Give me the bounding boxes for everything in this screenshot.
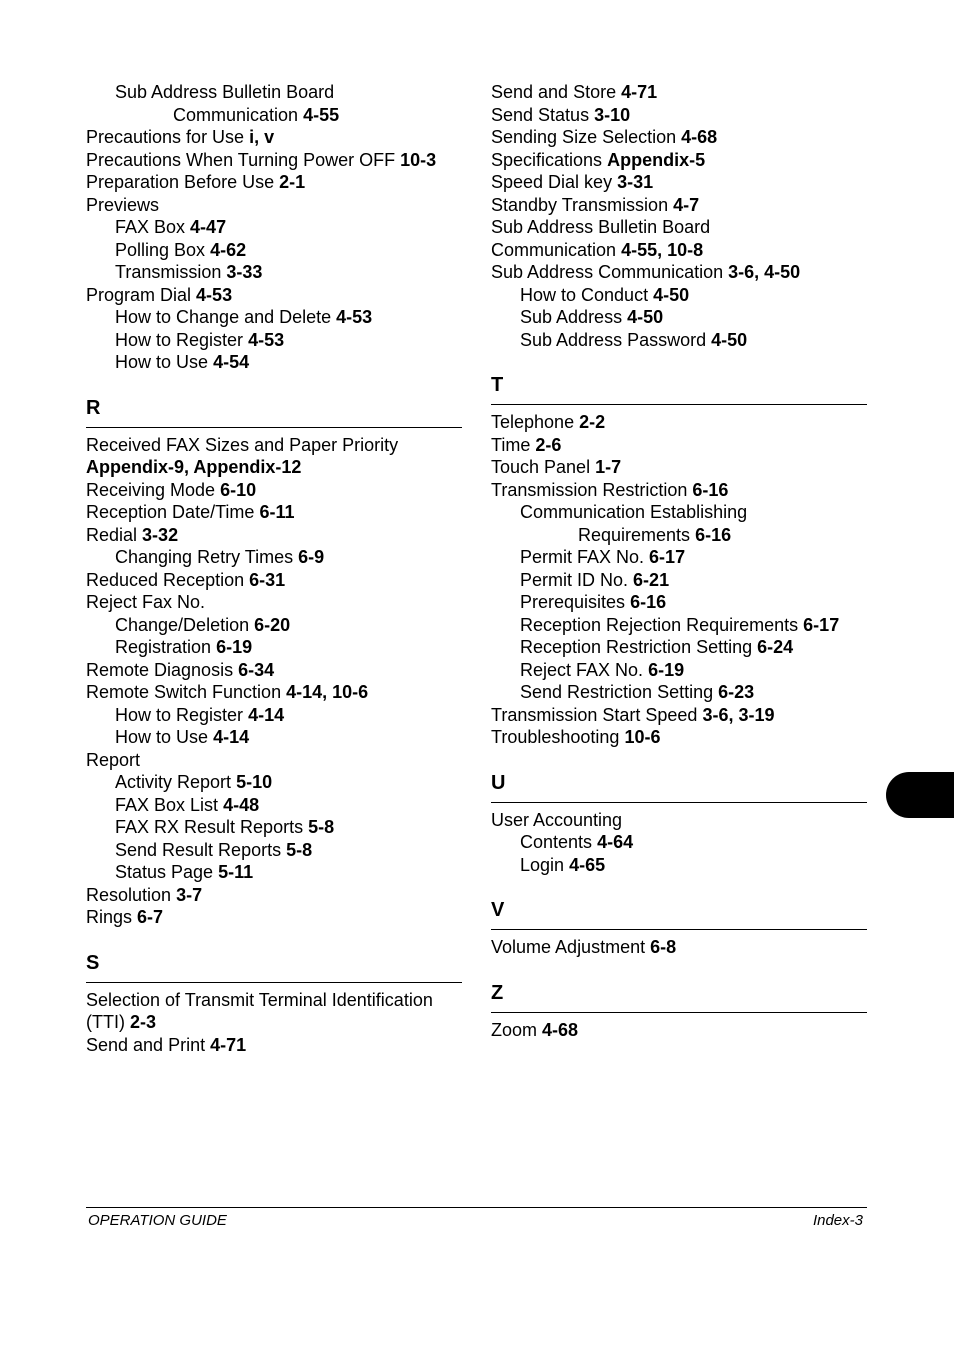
index-entry-page-ref: 4-55, 10-8 [621, 239, 704, 260]
index-entry [86, 794, 462, 817]
section-divider [491, 404, 867, 405]
index-entry-term: (TTI) [86, 1012, 125, 1032]
index-entry-page-ref: 3-32 [142, 524, 179, 545]
index-entry-page-ref: 6-10 [220, 479, 257, 500]
index-entry [86, 126, 462, 149]
index-entry-page-ref: 3-7 [176, 884, 203, 905]
index-entry-term: Selection of Transmit Terminal Identification [86, 989, 433, 1010]
index-entry-term: Send and Print [86, 1034, 206, 1055]
index-entry-page-ref: 6-24 [757, 637, 794, 657]
index-entry-term: Reception Restriction Setting [520, 637, 753, 657]
index-entry-page-ref: 3-31 [617, 172, 654, 192]
index-entry-term: Sub Address Password [520, 329, 707, 350]
index-entry-page-ref: 5-8 [286, 839, 313, 860]
index-entry-term: Change/Deletion [115, 614, 250, 635]
index-entry [86, 149, 462, 172]
index-entry-page-ref: 6-23 [718, 682, 755, 702]
index-entry [491, 636, 867, 659]
index-entry [491, 546, 867, 569]
index-entry-term: Login [520, 854, 565, 875]
index-entry-page-ref: 10-3 [400, 149, 437, 170]
index-entry-page-ref: Appendix-9, Appendix-12 [86, 457, 302, 477]
index-entry-term: Transmission [115, 262, 222, 282]
index-entry-page-ref: 4-53 [248, 329, 285, 350]
index-entry [491, 936, 867, 959]
index-entry-page-ref: 4-7 [673, 194, 700, 215]
index-entry [491, 704, 867, 727]
index-entry-page-ref: 3-10 [594, 104, 631, 125]
index-entry-term: Rings [86, 907, 133, 927]
index-section-letter: V [491, 899, 505, 921]
index-entry-page-ref: 4-68 [681, 127, 718, 147]
index-entry [86, 861, 462, 884]
index-entry-page-ref: 4-68 [542, 1019, 579, 1040]
index-entry-term: Precautions When Turning Power OFF [86, 149, 396, 170]
index-entry-page-ref: 10-6 [624, 727, 661, 747]
section-spacer [491, 876, 867, 898]
section-spacer [491, 959, 867, 981]
index-entry-page-ref: 6-8 [650, 937, 677, 957]
index-entry-page-ref: 1-7 [595, 457, 622, 477]
index-entry [491, 434, 867, 457]
index-entry-page-ref: 5-11 [218, 862, 254, 882]
index-entry [491, 149, 867, 172]
index-entry-page-ref: 6-16 [695, 524, 732, 545]
section-divider [491, 802, 867, 803]
index-entry-term: Redial [86, 524, 138, 545]
index-entry-term: User Accounting [491, 809, 623, 830]
index-entry-term: Reduced Reception [86, 569, 245, 590]
index-entry-term: Precautions for Use [86, 127, 245, 147]
index-entry-term: Transmission Start Speed [491, 704, 698, 725]
index-entry-page-ref: 5-8 [308, 817, 335, 837]
index-entry-page-ref: 4-71 [621, 82, 658, 102]
index-entry-page-ref: 6-11 [259, 502, 295, 522]
index-entry-term: Communication [173, 104, 299, 125]
index-entry-term: Reject Fax No. [86, 592, 206, 612]
index-entry [491, 104, 867, 127]
footer-divider [86, 1207, 867, 1208]
index-entry-page-ref: 4-64 [597, 832, 634, 852]
index-entry-term: How to Register [115, 329, 244, 350]
index-entry [86, 456, 462, 479]
index-entry-term: Speed Dial key [491, 172, 613, 192]
index-entry-page-ref: 4-48 [223, 794, 260, 815]
index-entry [491, 126, 867, 149]
index-entry-term: Reception Rejection Requirements [520, 614, 799, 635]
index-entry-term: How to Conduct [520, 284, 649, 305]
index-entry [491, 524, 867, 547]
index-entry [491, 831, 867, 854]
index-entry-page-ref: 4-50 [653, 284, 690, 305]
index-entry-term: Sending Size Selection [491, 127, 677, 147]
index-entry [86, 546, 462, 569]
index-entry-page-ref: 6-31 [249, 569, 286, 590]
index-entry-term: Sub Address [520, 307, 623, 327]
index-entry-term: Specifications [491, 149, 603, 170]
index-entry-term: Remote Diagnosis [86, 659, 234, 680]
index-entry-term: How to Register [115, 704, 244, 725]
index-entry-term: Reception Date/Time [86, 502, 255, 522]
footer-page-number: Index-3 [812, 1212, 863, 1229]
index-entry-term: Troubleshooting [491, 727, 620, 747]
index-entry-term: Received FAX Sizes and Paper Priority [86, 434, 399, 455]
index-entry-term: Prerequisites [520, 592, 626, 612]
index-entry [86, 351, 462, 374]
index-entry-term: FAX RX Result Reports [115, 817, 304, 837]
index-entry-term: Activity Report [115, 772, 232, 792]
index-entry-term: Time [491, 434, 531, 455]
index-entry-page-ref: 6-9 [298, 547, 325, 567]
section-spacer [491, 749, 867, 771]
index-entry-term: Sub Address Bulletin Board [491, 217, 711, 237]
index-entry [86, 194, 462, 217]
index-entry [491, 284, 867, 307]
index-entry [491, 411, 867, 434]
index-entry [86, 569, 462, 592]
index-section-letter: Z [491, 981, 504, 1004]
index-entry [86, 1011, 462, 1034]
index-entry-term: Sub Address Bulletin Board [115, 82, 335, 102]
index-entry-term: Status Page [115, 862, 214, 882]
index-entry-page-ref: 4-62 [210, 239, 247, 260]
index-entry [86, 681, 462, 704]
index-entry-term: Polling Box [115, 239, 206, 260]
index-entry [86, 1034, 462, 1057]
index-entry [491, 591, 867, 614]
index-entry [86, 636, 462, 659]
index-entry-term: Permit FAX No. [520, 547, 645, 567]
index-entry [491, 501, 867, 524]
index-entry [86, 704, 462, 727]
index-entry [491, 479, 867, 502]
index-entry [491, 569, 867, 592]
index-entry-page-ref: 4-14 [213, 727, 250, 747]
index-entry-term: Changing Retry Times [115, 547, 294, 567]
index-section-letter: T [491, 374, 504, 396]
index-entry-term: Send Result Reports [115, 839, 282, 860]
index-entry [86, 171, 462, 194]
index-entry-page-ref: 4-71 [210, 1034, 247, 1055]
index-entry [491, 329, 867, 352]
index-entry [86, 659, 462, 682]
index-entry [86, 816, 462, 839]
index-entry-term: Communication Establishing [520, 502, 748, 522]
index-section-letter: S [86, 951, 100, 974]
index-entry [86, 216, 462, 239]
index-entry [491, 854, 867, 877]
index-entry-term: Reject FAX No. [520, 659, 644, 680]
index-entry-page-ref: i, v [249, 127, 275, 147]
index-entry-term: Receiving Mode [86, 479, 216, 500]
index-section-letter: R [86, 396, 101, 419]
index-entry-page-ref: 6-16 [630, 592, 667, 612]
index-entry [491, 659, 867, 682]
index-entry-page-ref: 6-7 [137, 907, 164, 927]
index-entry-page-ref: 4-47 [190, 217, 227, 237]
index-entry [86, 839, 462, 862]
index-entry-term: Touch Panel [491, 457, 591, 477]
index-entry-term: Volume Adjustment [491, 937, 646, 957]
index-entry [86, 614, 462, 637]
index-entry-page-ref: 3-6, 3-19 [702, 704, 775, 725]
index-entry-term: Send Restriction Setting [520, 682, 714, 702]
index-entry [491, 194, 867, 217]
index-entry-page-ref: 2-1 [279, 172, 306, 192]
footer-guide-title: OPERATION GUIDE [88, 1212, 227, 1229]
section-spacer [86, 929, 462, 951]
index-entry [86, 479, 462, 502]
index-entry-page-ref: 2-6 [535, 434, 562, 455]
index-entry [491, 681, 867, 704]
index-entry-page-ref: 4-14 [248, 704, 285, 725]
index-entry-term: FAX Box [115, 217, 186, 237]
index-entry [86, 306, 462, 329]
index-entry-page-ref: 5-10 [236, 772, 273, 792]
section-spacer [491, 351, 867, 373]
index-entry-page-ref: 3-33 [226, 262, 263, 282]
index-entry-page-ref: 4-14, 10-6 [286, 682, 369, 702]
index-entry [86, 989, 462, 1012]
section-divider [491, 1012, 867, 1013]
index-entry-term: Zoom [491, 1019, 538, 1040]
section-divider [491, 929, 867, 930]
index-entry [491, 171, 867, 194]
index-entry [491, 306, 867, 329]
index-entry [86, 726, 462, 749]
index-entry-page-ref: 6-16 [692, 479, 729, 500]
index-entry [491, 614, 867, 637]
index-entry [86, 906, 462, 929]
index-entry-page-ref: Appendix-5 [607, 149, 706, 170]
index-entry-term: Program Dial [86, 284, 192, 305]
index-entry [491, 809, 867, 832]
index-entry-page-ref: 4-53 [196, 284, 233, 305]
index-entry-term: Permit ID No. [520, 569, 629, 590]
index-entry-term: FAX Box List [115, 794, 219, 815]
index-entry-page-ref: 4-65 [569, 854, 606, 875]
index-entry-term: How to Change and Delete [115, 307, 332, 327]
index-entry-term: Send Status [491, 104, 590, 125]
index-entry [86, 239, 462, 262]
index-entry [86, 749, 462, 772]
index-entry-page-ref: 2-2 [579, 412, 606, 432]
index-entry-page-ref: 4-54 [213, 352, 250, 372]
index-entry-term: Communication [491, 239, 617, 260]
index-entry-page-ref: 4-50 [627, 307, 664, 327]
index-entry-page-ref: 3-6, 4-50 [728, 262, 801, 282]
index-entry [86, 524, 462, 547]
index-entry-term: How to Use [115, 352, 209, 372]
index-entry [86, 771, 462, 794]
index-entry-term: Standby Transmission [491, 194, 669, 215]
index-entry-page-ref: 6-17 [649, 547, 686, 567]
section-spacer [86, 374, 462, 396]
index-entry-page-ref: 6-19 [216, 637, 253, 657]
index-entry [86, 884, 462, 907]
index-entry-term: Report [86, 749, 141, 770]
index-entry-page-ref: 4-50 [711, 329, 748, 350]
index-entry-term: Previews [86, 194, 160, 215]
index-entry-page-ref: 6-21 [633, 569, 670, 590]
chapter-tab-marker [886, 772, 954, 818]
index-entry [86, 81, 462, 104]
index-entry [491, 216, 867, 239]
index-entry-term: Telephone [491, 412, 575, 432]
index-entry-term: Sub Address Communication [491, 262, 724, 282]
index-column-right [491, 81, 867, 1041]
index-entry [86, 434, 462, 457]
index-entry [86, 261, 462, 284]
index-entry-page-ref: 2-3 [130, 1012, 157, 1032]
index-entry-term: How to Use [115, 727, 209, 747]
index-section-letter: U [491, 771, 506, 794]
index-entry [86, 591, 462, 614]
section-divider [86, 982, 462, 983]
index-entry [86, 329, 462, 352]
index-entry-term: Resolution [86, 884, 172, 905]
index-entry-term: Transmission Restriction [491, 479, 688, 500]
index-entry-page-ref: 4-55 [303, 104, 340, 125]
index-entry-term: Remote Switch Function [86, 682, 282, 702]
index-entry [491, 1019, 867, 1042]
index-entry-page-ref: 6-34 [238, 659, 275, 680]
index-entry [491, 239, 867, 262]
index-entry [86, 284, 462, 307]
index-entry-term: Registration [115, 637, 212, 657]
index-entry-page-ref: 6-17 [803, 614, 840, 635]
index-entry-term: Contents [520, 832, 593, 852]
index-entry-page-ref: 6-19 [648, 659, 685, 680]
index-entry-term: Send and Store [491, 82, 617, 102]
index-entry [86, 104, 462, 127]
index-entry-term: Requirements [578, 524, 691, 545]
section-divider [86, 427, 462, 428]
index-entry [86, 501, 462, 524]
index-entry [491, 81, 867, 104]
index-entry-page-ref: 6-20 [254, 614, 291, 635]
index-entry-page-ref: 4-53 [336, 307, 373, 327]
index-entry [491, 456, 867, 479]
index-entry [491, 726, 867, 749]
index-entry [491, 261, 867, 284]
index-entry-term: Preparation Before Use [86, 172, 275, 192]
index-column-left [86, 81, 462, 1056]
